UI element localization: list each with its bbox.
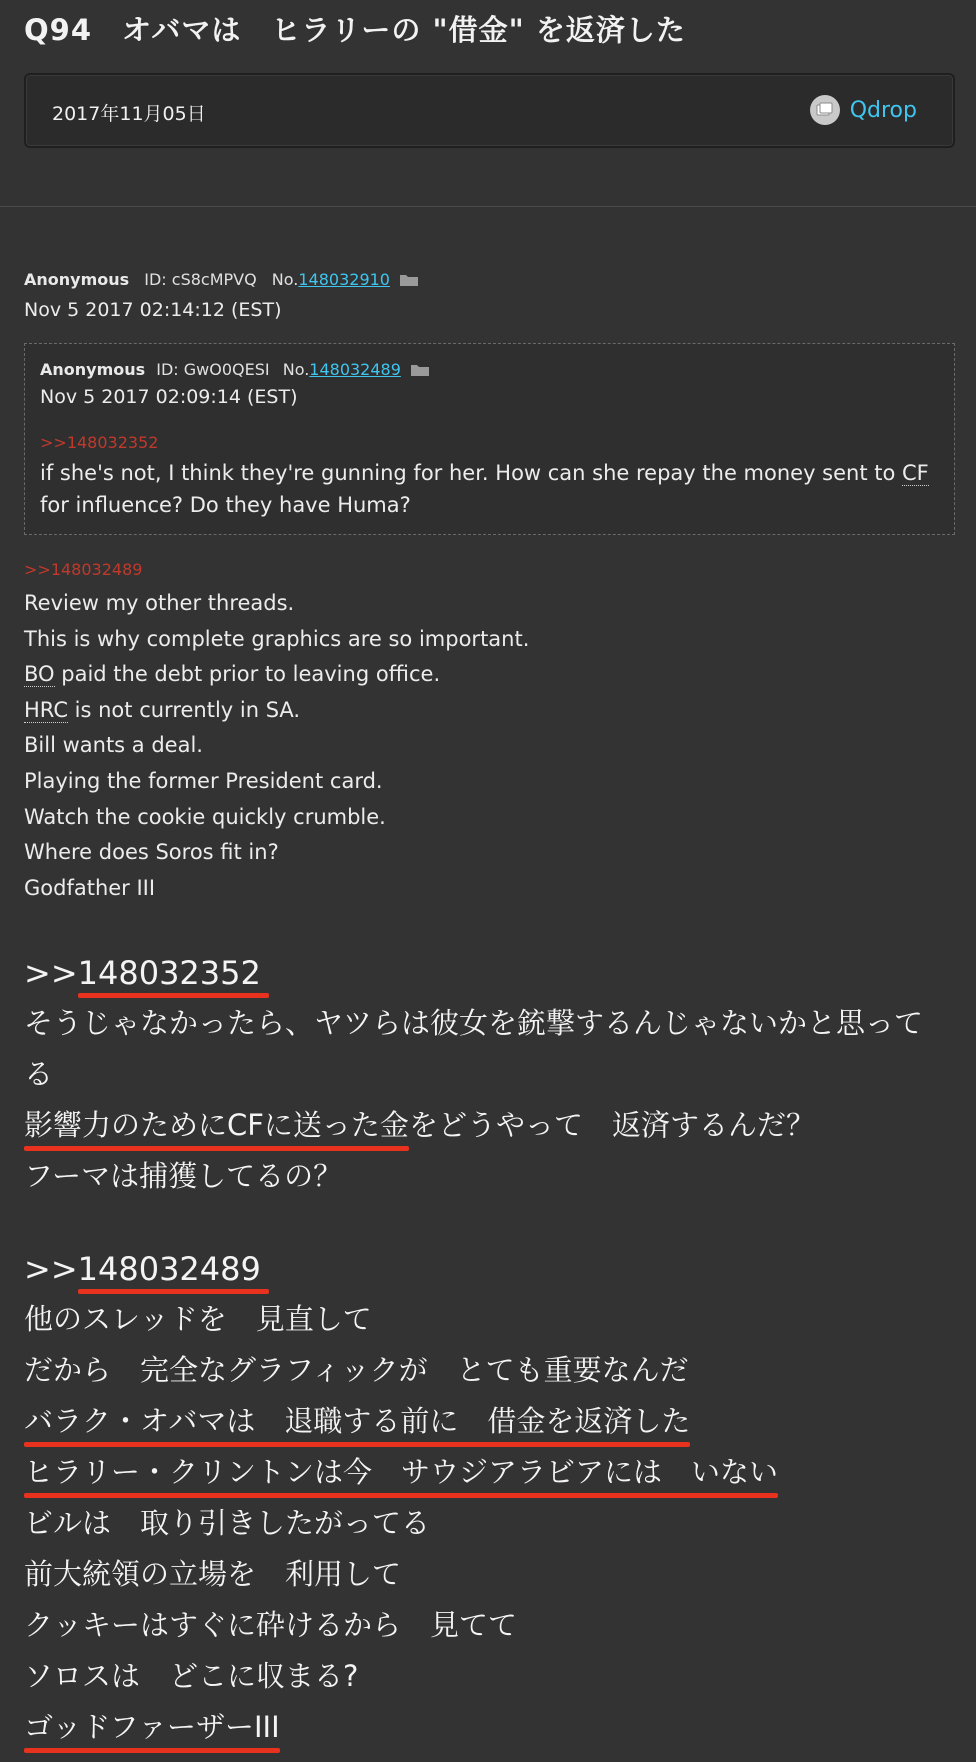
highlighted-phrase: ゴッドファーザーIII — [24, 1702, 280, 1753]
translation-line: ビルは 取り引きしたがってる — [24, 1506, 431, 1540]
translation-ref-number: 148032352 — [78, 948, 269, 998]
folder-icon[interactable] — [410, 362, 430, 376]
qdrop-link[interactable] — [810, 95, 917, 125]
quoted-number-label: No. — [282, 360, 310, 379]
divider — [0, 206, 976, 207]
translation-line: 前大統領の立場を 利用して — [24, 1557, 402, 1591]
reply-line: Playing the former President card. — [24, 768, 383, 793]
quoted-body: if she's not, I think they're gunning for her. How can she repay the money sent to CF for influence? Do they have Huma? — [40, 461, 929, 517]
page-title: Q94 オバマは ヒラリーの "借金" を返済した — [24, 13, 686, 47]
quoted-poster-id: ID: GwO0QESI — [156, 360, 270, 379]
reply-line: BO paid the debt prior to leaving office. — [24, 662, 441, 687]
reply-line: HRC is not currently in SA. — [24, 697, 301, 722]
quoted-post-header — [40, 360, 430, 379]
reply-line: Godfather III — [24, 875, 156, 900]
translation-line: 他のスレッドを 見直して — [24, 1302, 372, 1336]
post-header — [24, 270, 954, 289]
qdrop-label: Qdrop — [849, 97, 917, 123]
translation-line: フーマは捕獲してるの？ — [24, 1159, 343, 1193]
translation-block-1 — [24, 948, 964, 1202]
reply-line: Where does Soros fit in? — [24, 840, 279, 865]
translation-line — [24, 1702, 964, 1753]
hrc-abbr: HRC — [24, 697, 68, 722]
highlighted-phrase: バラク・オバマは 退職する前に 借金を返済した — [24, 1396, 690, 1447]
quoted-poster-name: Anonymous — [40, 360, 146, 379]
reply-line: Bill wants a deal. — [24, 733, 203, 758]
reply-reference-link[interactable]: >>148032489 — [24, 560, 143, 579]
poster-name: Anonymous — [24, 270, 130, 289]
reply-body — [24, 586, 954, 906]
translation-ref: >>148032489 — [24, 1244, 964, 1294]
bo-abbr: BO — [24, 662, 55, 687]
translation-block-2 — [24, 1244, 964, 1753]
translation-line: る — [24, 1057, 54, 1091]
translation-line — [24, 1447, 964, 1498]
folder-stack-icon — [810, 95, 840, 125]
translation-ref-number: 148032489 — [78, 1244, 269, 1294]
highlighted-phrase: ヒラリー・クリントンは今 サウジアラビアには いない — [24, 1447, 778, 1498]
translation-line: クッキーはすぐに砕けるから 見てて — [24, 1608, 518, 1642]
cf-abbr: CF — [902, 461, 929, 485]
poster-id: ID: cS8cMPVQ — [144, 270, 257, 289]
translation-line — [24, 1396, 964, 1447]
post-number-link[interactable]: 148032910 — [298, 270, 390, 289]
translation-line: だから 完全なグラフィックが とても重要なんだ — [24, 1353, 689, 1387]
post-date-label: 2017年11月05日 — [52, 103, 206, 125]
meta-box — [24, 73, 955, 148]
quoted-timestamp: Nov 5 2017 02:09:14 (EST) — [40, 386, 298, 408]
reply-line: Review my other threads. — [24, 591, 295, 615]
quoted-post — [24, 343, 955, 535]
reply-line: Watch the cookie quickly crumble. — [24, 804, 386, 829]
quoted-reference-link[interactable]: >>148032352 — [40, 433, 159, 452]
translation-ref: >>148032352 — [24, 948, 964, 998]
reply-line: This is why complete graphics are so important. — [24, 626, 530, 651]
folder-icon[interactable] — [399, 272, 419, 286]
translation-line: ソロスは どこに収まる? — [24, 1659, 359, 1693]
post-timestamp: Nov 5 2017 02:14:12 (EST) — [24, 299, 282, 321]
post-number-label: No. — [271, 270, 299, 289]
quoted-number-link[interactable]: 148032489 — [309, 360, 401, 379]
translation-line: 影響力のためにCFに送った金をどうやって 返済するんだ？ — [24, 1100, 964, 1151]
translation-line: そうじゃなかったら、ヤツらは彼女を銃撃するんじゃないかと思って — [24, 1006, 924, 1040]
highlighted-phrase: 影響力のためにCFに送った金 — [24, 1100, 409, 1151]
